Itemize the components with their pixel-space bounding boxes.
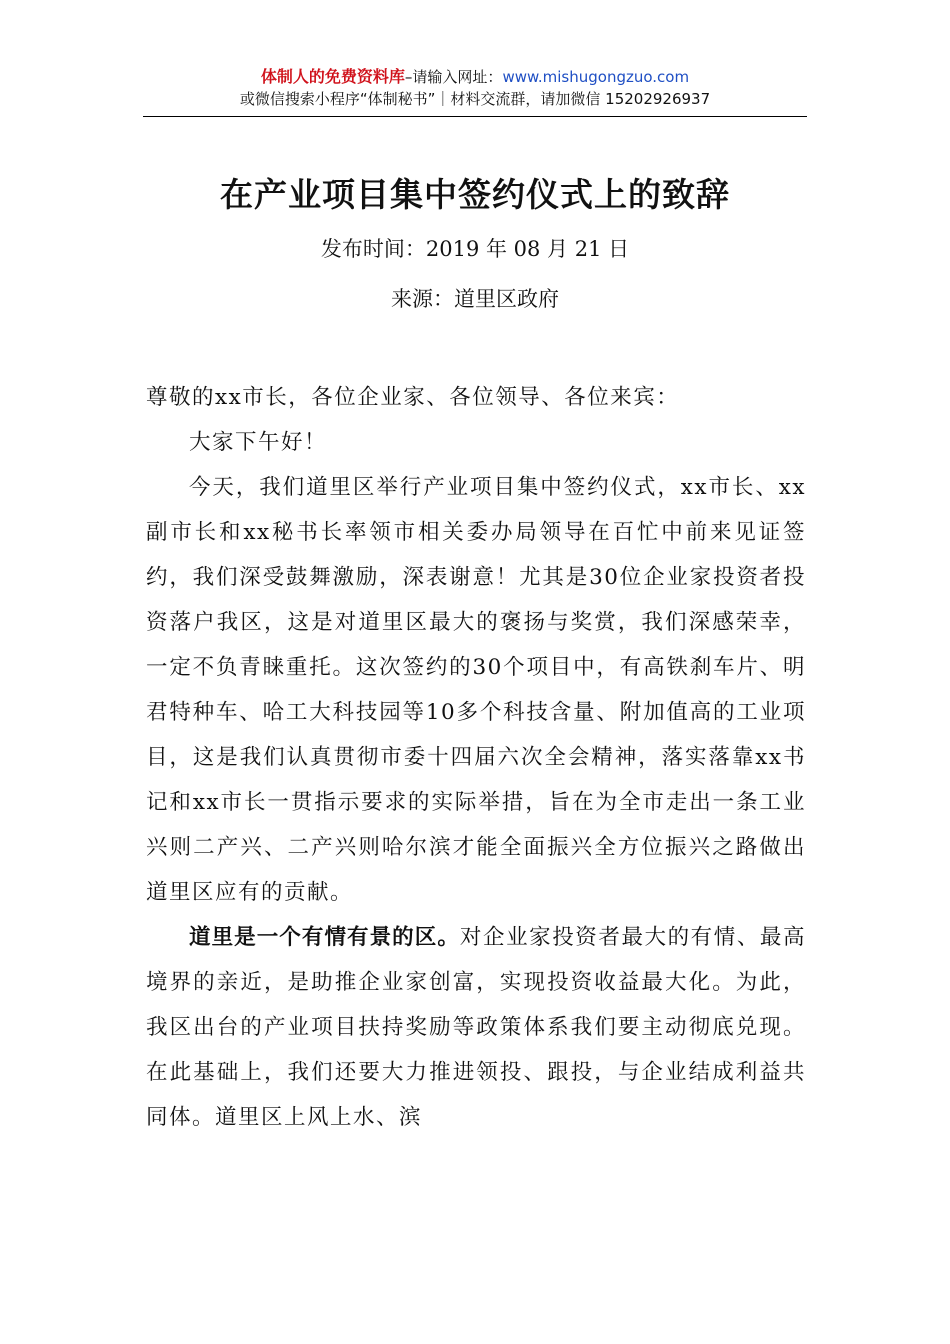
url-prompt: –请输入网址： [404, 68, 503, 86]
paragraph-2-lead: 道里是一个有情有景的区。 [189, 925, 460, 950]
paragraph-2-text: 对企业家投资者最大的有情、最高境界的亲近，是助推企业家创富，实现投资收益最大化。为此，我区出台的产业项目扶持奖励等政策体系我们要主动彻底兑现。在此基础上，我们还要大力推进领投、跟投，与企业结成利益共同体。道里区上风上水、滨 [146, 925, 806, 1130]
site-url-link[interactable]: www.mishugongzuo.com [502, 68, 690, 86]
header-line-2: 或微信搜索小程序“体制秘书”｜材料交流群，请加微信 15202926937 [239, 90, 711, 108]
paragraph-2 [146, 915, 806, 1140]
header-divider [143, 116, 807, 117]
salutation: 尊敬的xx市长，各位企业家、各位领导、各位来宾： [146, 385, 680, 410]
document-body [146, 375, 806, 1140]
document-source: 来源：道里区政府 [391, 287, 559, 311]
greeting: 大家下午好！ [189, 430, 328, 455]
brand-name: 体制人的免费资料库 [260, 67, 405, 86]
publish-date: 发布时间：2019 年 08 月 21 日 [320, 237, 630, 261]
paragraph-1: 今天，我们道里区举行产业项目集中签约仪式，xx市长、xx副市长和xx秘书长率领市相关委办局领导在百忙中前来见证签约，我们深受鼓舞激励，深表谢意！尤其是30位企业家投资者投资落户我区，这是对道里区最大的褒扬与奖赏，我们深感荣幸，一定不负青睐重托。这次签约的30个项目中，有高铁刹车片、明君特种车、哈工大科技园等10多个科技含量、附加值高的工业项目，这是我们认真贯彻市委十四届六次全会精神，落实落靠xx书记和xx市长一贯指示要求的实际举措，旨在为全市走出一条工业兴则二产兴、二产兴则哈尔滨才能全面振兴全方位振兴之路做出道里区应有的贡献。 [146, 475, 806, 905]
document-title: 在产业项目集中签约仪式上的致辞 [220, 175, 730, 214]
site-header [143, 66, 807, 110]
header-line-1 [143, 66, 807, 88]
